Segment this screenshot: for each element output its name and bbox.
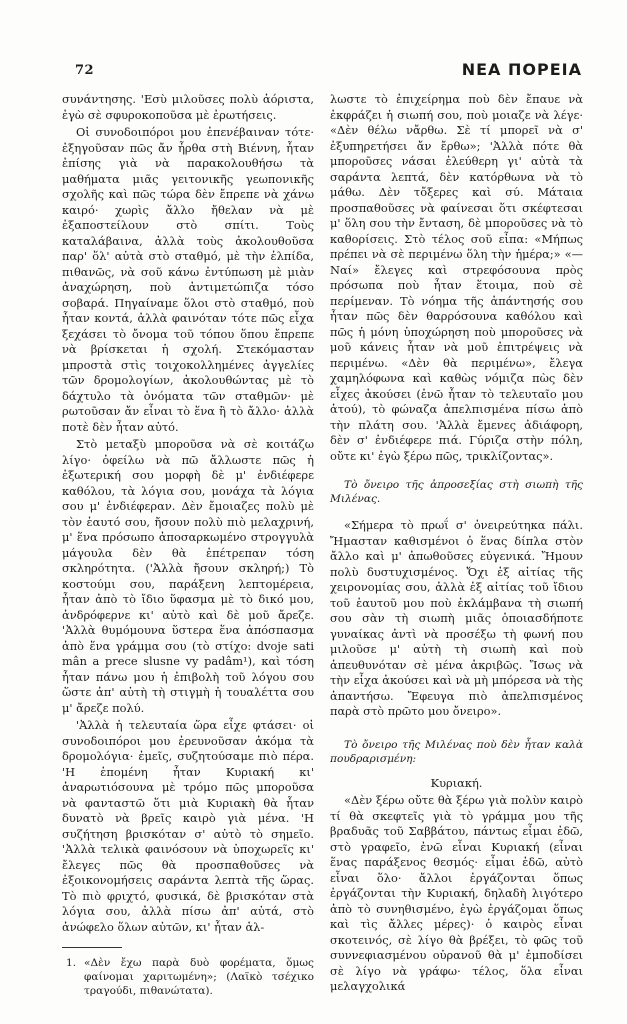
left-paragraph-3: Στὸ μεταξὺ μποροῦσα νὰ σὲ κοιτάζω λίγο· ὀφείλω νὰ πῶ ἄλλωστε πῶς ἡ ἐξωτερική σου μορφὴ δὲ μ' ἐνδιέφερε καθόλου, τὰ λόγια σου, μονάχα τὰ λόγια σου μ' ἐνδιέφεραν. Δὲν ἔμοιαζες πολὺ μὲ τὸν ἑαυτό σου, ἤσουν πολὺ πιὸ μελαχρινή, μ' ἕνα πρόσωπο ἀποσαρκωμένο στρογγυλὰ μάγουλα δὲν θὰ ἐπέτρεπαν τόση σκληρότητα. ('Ἀλλὰ ἤσουν σκληρή;) Τὸ κοστούμι σου, παράξενη λεπτομέρεια, ἦταν ἀπὸ τὸ ἴδιο ὕφασμα μὲ τὸ δικό μου, ἀνδρόφερνε κι' αὐτὸ καὶ δὲ μοῦ ἄρεζε. 'Ἀλλὰ θυμόμουνα ὕστερα ἕνα ἀπόσπασμα ἀπὸ ἕνα γράμμα σου (τὸ στίχο: dvoje sati mân a prece slusne vy padâm¹), καὶ τόση ἦταν πάνω μου ἡ ἐπιβολὴ τοῦ λόγου σου ὥστε ἀπ' αὐτὴ τὴ στιγμὴ ἡ τουαλέττα σου μ' ἄρεζε πολύ.: [62, 437, 314, 715]
right-paragraph-3: «Δὲν ξέρω οὔτε θὰ ξέρω γιὰ πολὺν καιρὸ τί θὰ σκεφτεῖς γιὰ τὸ γράμμα μου τῆς βραδυᾶς τοῦ Σαββάτου, πάντως εἶμαι ἐδῶ, στὸ γραφεῖο, ἐνῶ εἶναι Κυριακή (εἶναι ἕνας παράξενος θεσμός· εἶμαι ἐδῶ, αὐτὸ εἶναι ὅλο· ἄλλοι ἐργάζονται ὅπως ἐργάζονται τὴν Κυριακή, δηλαδὴ λιγότερο ἀπὸ τὸ συνηθισμένο, ἐγὼ ἐργάζομαι ὅπως καὶ τὶς ἄλλες μέρες)· ὁ καιρὸς εἶναι σκοτεινός, σὲ λίγο θὰ βρέξει, τὸ φῶς τοῦ συννεφιασμένου οὐρανοῦ θὰ μ' ἐμποδίσει σὲ λίγο νὰ γράφω· τέλος, ὅλα εἶναι μελαγχολικά: [330, 793, 583, 993]
left-column: [62, 92, 314, 998]
right-paragraph-1: λωστε τὸ ἐπιχείρημα ποὺ δὲν ἔπαυε νὰ ἐκφράζει ἡ σιωπή σου, ποὺ μοιαζε νὰ λέγε· «Δὲν θέλω νἄρθω. Σὲ τί μπορεῖ νὰ σ' ἐξυπηρετήσει ἄν ἔρθω»; 'Ἀλλὰ πότε θὰ μποροῦσες νάσαι ἐλεύθερη γι' αὐτὰ τὰ σαράντα λεπτά, δὲν κατόρθωνα νὰ τὸ μάθω. Δὲν τὄξερες καὶ σύ. Μάταια προσπαθοῦσες νὰ φαίνεσαι ὅτι σκέφτεσαι μ' ὅλη σου τὴν ἔνταση, δὲ μποροῦσες νὰ τὸ καθορίσεις. Στὸ τέλος σοῦ εἶπα: «Μήπως πρέπει νὰ σὲ περιμένω ὅλη τὴν ἡμέρα;» «—Ναί» ἔλεγες καὶ στρεφόσουνα πρὸς πρόσωπα ποὺ ἦταν ἕτοιμα, ποὺ σὲ περίμεναν. Τὸ νόημα τῆς ἀπάντησής σου ἦταν πῶς δὲν θαρρόσουνα καθόλου καὶ πῶς ἡ μόνη ὑποχώρηση ποὺ μποροῦσες νὰ μοῦ κάνεις ἦταν νὰ μοῦ ἐπιτρέψεις νὰ περιμένω. «Δὲν θὰ περιμένω», ἔλεγα χαμηλόφωνα καὶ καθὼς νόμιζα πὼς δὲν εἶχες ἀκούσει (ἐνῶ ἦταν τὸ τελευταῖο μου ἀτού), τὸ φώναζα ἀπελπισμένα πίσω ἀπὸ τὴν πλάτη σου. 'Ἀλλὰ ἔμενες ἀδιάφορη, δὲν σ' ἐνδιέφερε πιά. Γύριζα στὴν πόλη, οὔτε κι' ἐγὼ ξέρω πῶς, τρικλίζοντας».: [330, 92, 583, 463]
left-paragraph-1: συνάντησης. 'Εσὺ μιλοῦσες πολὺ ἀόριστα, ἐγὼ σὲ σφυροκοποῦσα μὲ ἐρωτήσεις.: [62, 92, 314, 122]
footnote-number: 1.: [66, 957, 77, 969]
page-header: [0, 0, 627, 90]
right-column: [330, 92, 583, 995]
left-paragraph-2: Οἱ συνοδοιπόροι μου ἐπενέβαιναν τότε· ἐξηγοῦσαν πῶς ἄν ἦρθα στὴ Βιέννη, ἦταν ἐπίσης γιὰ νὰ παρακολουθήσω τὰ μαθήματα μιᾶς γειτονικῆς γεωπονικῆς σχολῆς καὶ πῶς τώρα δὲν ἔπρεπε νὰ χάνω καιρό· χωρὶς ἄλλο ἤθελαν νὰ μὲ ἐξαποστείλουν στὸ σπίτι. Τοὺς καταλάβαινα, ἀλλὰ τοὺς ἀκολουθοῦσα παρ' ὅλ' αὐτὰ στὸ σταθμό, μὲ τὴν ἐλπίδα, πιθανῶς, νὰ σοῦ κάνω ἐντύπωση μὲ μιὰν ἀναχώρηση, ποὺ ἀντιμετώπιζα τόσο σοβαρά. Πηγαίναμε ὅλοι στὸ σταθμό, ποὺ ἦταν κοντά, ἀλλὰ φαινόταν τότε πῶς εἶχα ξεχάσει τὸ ὄνομα τοῦ τόπου ὅπου ἔπρεπε νὰ βρίσκεται ἡ σχολή. Στεκόμασταν μπροστὰ στὶς τοιχοκολλημένες ἀγγελίες τῶν δρομολογίων, ἀκολουθώντας μὲ τὸ δάχτυλο τὰ ὀνόματα τῶν σταθμῶν· μὲ ρωτοῦσαν ἄν εἶναι τὸ ἕνα ἢ τὸ ἄλλο· ἀλλὰ ποτὲ δὲν ἦταν αὐτό.: [62, 125, 314, 434]
footnote-divider: [62, 947, 122, 948]
footnote: [62, 956, 314, 998]
page-number: 72: [75, 63, 95, 78]
section-caption-1: Τὸ ὄνειρο τῆς ἀπροσεξίας στὴ σιωπὴ τῆς Μιλένας.: [330, 479, 583, 505]
section-caption-2: Τὸ ὄνειρο τῆς Μιλένας ποὺ δὲν ἦταν καλὰ πουδραρισμένη:: [330, 738, 583, 765]
day-heading: Κυριακή.: [430, 775, 483, 790]
running-title: ΝΕΑ ΠΟΡΕΙΑ: [461, 60, 582, 79]
footnote-text: «Δὲν ἔχω παρὰ δυὸ φορέματα, ὅμως φαίνομαι χαριτωμένη»; (Λαϊκὸ τσέχικο τραγούδι, πιθανώτατα).: [84, 957, 314, 997]
left-paragraph-4: 'Ἀλλὰ ἡ τελευταία ὥρα εἶχε φτάσει· οἱ συνοδοιπόροι μου ἐρευνοῦσαν ἀκόμα τὰ δρομολόγια· ἐμεῖς, συζητούσαμε πιὸ πέρα. 'Η ἑπομένη ἦταν Κυριακή κι' ἀναρωτιόσουνα μὲ τρόμο πῶς μποροῦσα νὰ φανταστῶ ὅτι μιὰ Κυριακὴ θὰ ἦταν δυνατὸ νὰ βρεῖς καιρὸ γιὰ μένα. 'Η συζήτηση βρισκόταν σ' αὐτὸ τὸ σημεῖο. 'Ἀλλὰ τελικὰ φαινόσουν νὰ ὑποχωρεῖς κι' ἔλεγες πῶς θὰ προσπαθοῦσες νὰ ἐξοικονομήσεις σαράντα λεπτὰ τῆς ὥρας. Τὸ πιὸ φριχτό, φυσικά, δὲ βρισκόταν στὰ λόγια σου, ἀλλὰ πίσω ἀπ' αὐτά, στὸ ἀνώφελο ὅλων αὐτῶν, κι' ἦταν ἀλ-: [62, 718, 314, 934]
right-paragraph-2: «Σήμερα τὸ πρωΐ σ' ὀνειρεύτηκα πάλι. Ἤμασταν καθισμένοι ὁ ἕνας δίπλα στὸν ἄλλο καὶ μ' ἀπωθοῦσες εὐγενικά. Ἤμουν πολὺ δυστυχισμένος. Ὄχι ἐξ αἰτίας τῆς χειρονομίας σου, ἀλλὰ ἐξ αἰτίας τοῦ ἴδιου τοῦ ἑαυτοῦ μου ποὺ ἐκλάμβανα τὴ σιωπή σου σὰν τὴ σιωπὴ μιᾶς ὁποιασδήποτε γυναίκας ἀντὶ νὰ προσέξω τὴ φωνή που μιλοῦσε μ' αὐτὴ τὴ σιωπὴ καὶ ποὺ ἀπευθυνόταν σὲ μένα ἀκριβῶς. Ἴσως νὰ τὴν εἶχα ἀκούσει καὶ νὰ μὴ μπόρεσα νὰ τὴς ἀπαντήσω. Ἔφευγα πιὸ ἀπελπισμένος παρὰ στὸ πρῶτο μου ὄνειρο».: [330, 518, 583, 718]
